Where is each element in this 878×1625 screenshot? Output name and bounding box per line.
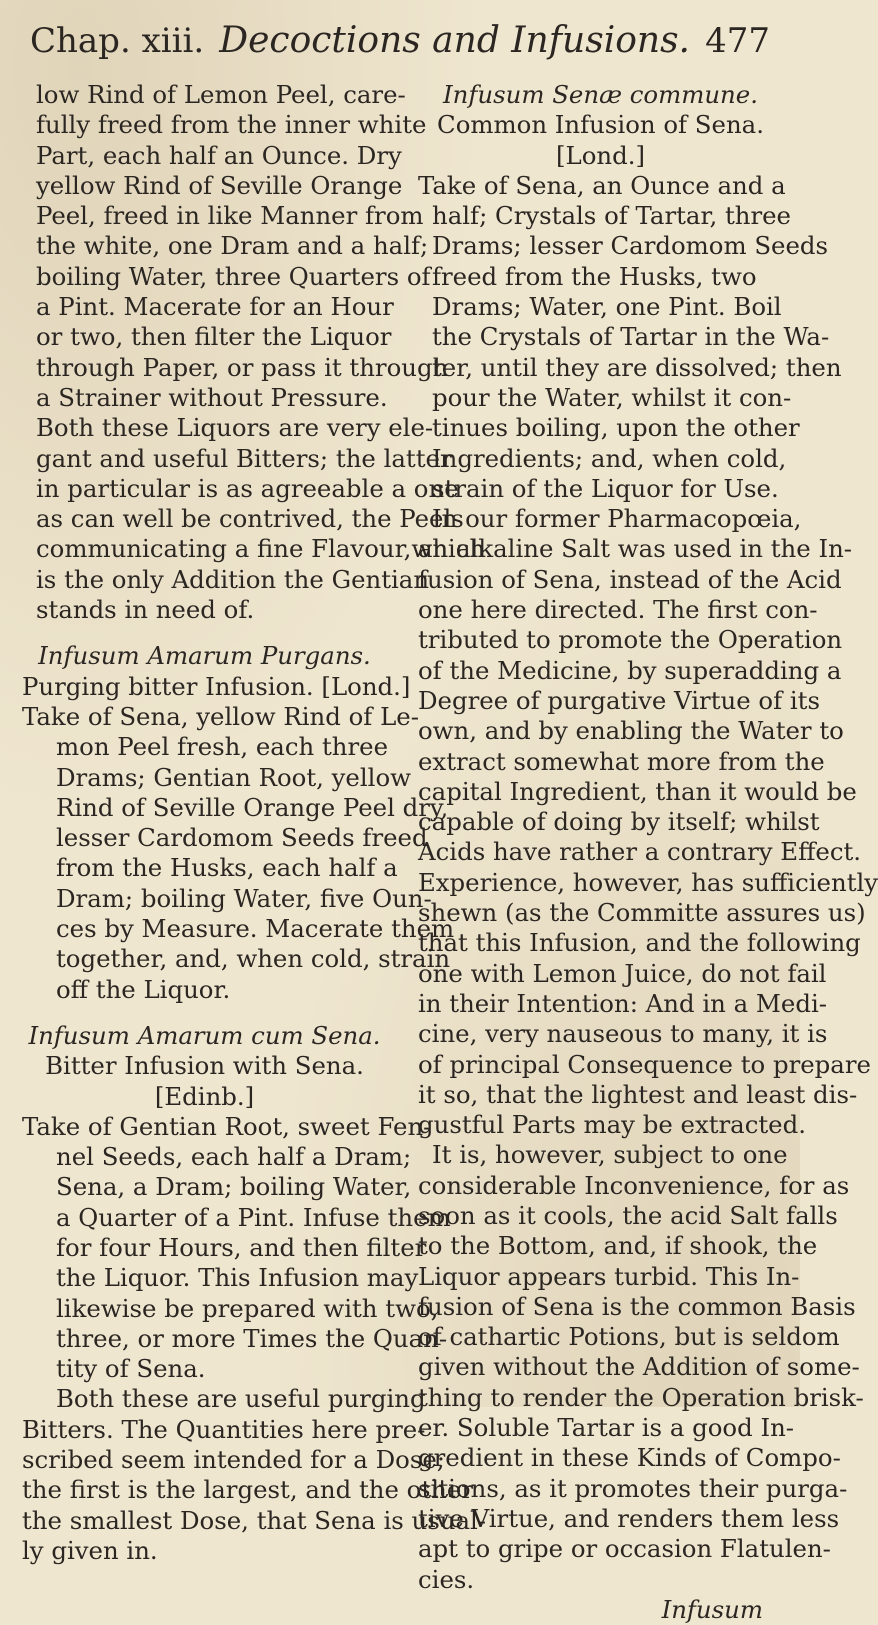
text-line: three, or more Times the Quan- bbox=[56, 1323, 448, 1353]
text-line: it so, that the lightest and least dis- bbox=[418, 1079, 858, 1109]
text-line: cine, very nauseous to many, it is bbox=[418, 1019, 828, 1049]
text-line: Take of Sena, yellow Rind of Le- bbox=[22, 701, 419, 731]
text-line: gustful Parts may be extracted. bbox=[418, 1110, 806, 1140]
text-line: shewn (as the Committe assures us) bbox=[418, 898, 866, 928]
text-line: Part, each half an Ounce. Dry bbox=[36, 140, 402, 170]
text-line: or two, then filter the Liquor bbox=[36, 322, 392, 352]
text-line: stands in need of. bbox=[36, 595, 255, 625]
subheading-bitter-with-sena: Bitter Infusion with Sena. bbox=[45, 1051, 364, 1081]
text-line: Both these are useful purging bbox=[56, 1384, 426, 1414]
text-line: Both these Liquors are very ele- bbox=[36, 413, 434, 443]
text-line: as can well be contrived, the Peels bbox=[36, 504, 464, 534]
text-line: half; Crystals of Tartar, three bbox=[432, 201, 791, 231]
text-line: communicating a fine Flavour,which bbox=[36, 534, 486, 564]
text-line: is the only Addition the Gentian bbox=[36, 564, 430, 594]
running-header bbox=[30, 20, 770, 80]
text-line: Drams; Gentian Root, yellow bbox=[56, 762, 412, 792]
text-line: apt to gripe or occasion Flatulen- bbox=[418, 1534, 831, 1564]
left-para-4 bbox=[22, 1384, 487, 1566]
text-line: freed from the Husks, two bbox=[432, 261, 757, 291]
text-line: gant and useful Bitters; the latter bbox=[36, 443, 452, 473]
text-line: extract somewhat more from the bbox=[418, 746, 825, 776]
text-line: pour the Water, whilst it con- bbox=[432, 382, 792, 412]
left-para-3 bbox=[22, 1111, 451, 1385]
text-line: Dram; boiling Water, five Oun- bbox=[56, 883, 432, 913]
right-para-3 bbox=[418, 1140, 864, 1594]
catchword: Infusum bbox=[661, 1594, 763, 1624]
text-line: Take of Sena, an Ounce and a bbox=[418, 170, 786, 200]
text-line: for four Hours, and then filter bbox=[56, 1232, 427, 1262]
text-line: the Crystals of Tartar in the Wa- bbox=[432, 322, 830, 352]
text-line: to the Bottom, and, if shook, the bbox=[418, 1231, 818, 1261]
text-line: in their Intention: And in a Medi- bbox=[418, 988, 827, 1018]
text-line: strain of the Liquor for Use. bbox=[432, 473, 779, 503]
text-line: tributed to promote the Operation bbox=[418, 625, 843, 655]
text-line: Take of Gentian Root, sweet Fen- bbox=[22, 1111, 432, 1141]
text-line: from the Husks, each half a bbox=[56, 853, 398, 883]
text-line: boiling Water, three Quarters of bbox=[36, 261, 431, 291]
right-para-2 bbox=[418, 504, 878, 1140]
text-line: a Quarter of a Pint. Infuse them bbox=[56, 1202, 451, 1232]
text-line: tive Virtue, and renders them less bbox=[418, 1503, 840, 1533]
text-line: nel Seeds, each half a Dram; bbox=[56, 1142, 412, 1172]
text-line: low Rind of Lemon Peel, care- bbox=[36, 80, 406, 109]
text-line: capital Ingredient, than it would be bbox=[418, 776, 857, 806]
text-line: tinues boiling, upon the other bbox=[432, 413, 800, 443]
text-line: Sena, a Dram; boiling Water, bbox=[56, 1172, 412, 1202]
text-line: yellow Rind of Seville Orange bbox=[36, 170, 403, 200]
text-line: capable of doing by itself; whilst bbox=[418, 807, 820, 837]
text-line: In our former Pharmacopœia, bbox=[432, 504, 802, 534]
text-line: tity of Sena. bbox=[56, 1354, 206, 1384]
text-line: cies. bbox=[418, 1564, 475, 1594]
text-line: ly given in. bbox=[22, 1535, 158, 1565]
text-line: that this Infusion, and the following bbox=[418, 928, 861, 958]
text-line: sitions, as it promotes their purga- bbox=[418, 1473, 848, 1503]
subheading-purging-bitter: Purging bitter Infusion. [Lond.] bbox=[22, 671, 411, 701]
chapter-label: Chap. xiii. bbox=[30, 21, 205, 61]
left-para-2 bbox=[22, 701, 455, 1005]
text-line: scribed seem intended for a Dose; bbox=[22, 1445, 446, 1475]
text-line: Degree of purgative Virtue of its bbox=[418, 685, 820, 715]
text-line: Rind of Seville Orange Peel dry, bbox=[56, 792, 449, 822]
right-para-1 bbox=[418, 170, 842, 504]
text-line: together, and, when cold, strain bbox=[56, 944, 451, 974]
text-line: likewise be prepared with two, bbox=[56, 1293, 439, 1323]
text-line: in particular is as agreeable a one bbox=[36, 473, 459, 503]
text-line: off the Liquor. bbox=[56, 974, 231, 1004]
text-line: thing to render the Operation brisk- bbox=[418, 1382, 864, 1412]
text-line: of the Medicine, by superadding a bbox=[418, 655, 842, 685]
text-line: ces by Measure. Macerate them bbox=[56, 914, 455, 944]
left-para-1 bbox=[22, 80, 486, 625]
text-line: gredient in these Kinds of Compo- bbox=[418, 1443, 841, 1473]
text-line: an alkaline Salt was used in the In- bbox=[418, 534, 853, 564]
text-line: Bitters. The Quantities here pre- bbox=[22, 1414, 426, 1444]
text-line: the white, one Dram and a half; bbox=[36, 231, 429, 261]
text-line: one with Lemon Juice, do not fail bbox=[418, 958, 827, 988]
text-line: through Paper, or pass it through bbox=[36, 352, 449, 382]
text-line: of principal Consequence to prepare bbox=[418, 1049, 871, 1079]
page-number: 477 bbox=[705, 21, 770, 61]
heading-infusum-amarum-purgans: Infusum Amarum Purgans. bbox=[38, 641, 371, 671]
text-line: lesser Cardomom Seeds freed bbox=[56, 823, 428, 853]
text-line: of cathartic Potions, but is seldom bbox=[418, 1322, 840, 1352]
text-line: Liquor appears turbid. This In- bbox=[418, 1261, 800, 1291]
text-line: the first is the largest, and the other bbox=[22, 1475, 473, 1505]
text-line: a Strainer without Pressure. bbox=[36, 382, 388, 412]
text-line: Ingredients; and, when cold, bbox=[432, 443, 787, 473]
text-line: the Liquor. This Infusion may bbox=[56, 1263, 419, 1293]
text-line: Drams; lesser Cardomom Seeds bbox=[432, 231, 829, 261]
text-line: fully freed from the inner white bbox=[36, 110, 427, 140]
text-line: one here directed. The first con- bbox=[418, 595, 818, 625]
text-line: ter, until they are dissolved; then bbox=[432, 352, 842, 382]
subheading-lond: [Lond.] bbox=[556, 140, 645, 170]
text-line: mon Peel fresh, each three bbox=[56, 732, 389, 762]
text-line: Experience, however, has sufficiently bbox=[418, 867, 878, 897]
heading-infusum-senae: Infusum Senæ commune. bbox=[443, 80, 758, 109]
subheading-edinb: [Edinb.] bbox=[154, 1081, 255, 1111]
heading-infusum-amarum-cum-sena: Infusum Amarum cum Sena. bbox=[28, 1020, 381, 1050]
text-line: own, and by enabling the Water to bbox=[418, 716, 844, 746]
running-title: Decoctions and Infusions. bbox=[219, 20, 690, 61]
text-line: the smallest Dose, that Sena is usual- bbox=[22, 1505, 487, 1535]
right-column bbox=[418, 80, 878, 1625]
text-line: fusion of Sena is the common Basis bbox=[418, 1291, 856, 1321]
text-line: Peel, freed in like Manner from bbox=[36, 201, 424, 231]
text-line: It is, however, subject to one bbox=[432, 1140, 788, 1170]
text-line: soon as it cools, the acid Salt falls bbox=[418, 1200, 838, 1230]
subheading-common-infusion: Common Infusion of Sena. bbox=[437, 110, 764, 140]
text-line: considerable Inconvenience, for as bbox=[418, 1170, 850, 1200]
text-line: a Pint. Macerate for an Hour bbox=[36, 292, 394, 322]
left-column bbox=[22, 80, 487, 1566]
text-line: fusion of Sena, instead of the Acid bbox=[418, 564, 842, 594]
text-line: given without the Addition of some- bbox=[418, 1352, 860, 1382]
text-line: Acids have rather a contrary Effect. bbox=[418, 837, 862, 867]
text-line: er. Soluble Tartar is a good In- bbox=[418, 1413, 795, 1443]
text-line: Drams; Water, one Pint. Boil bbox=[432, 292, 782, 322]
